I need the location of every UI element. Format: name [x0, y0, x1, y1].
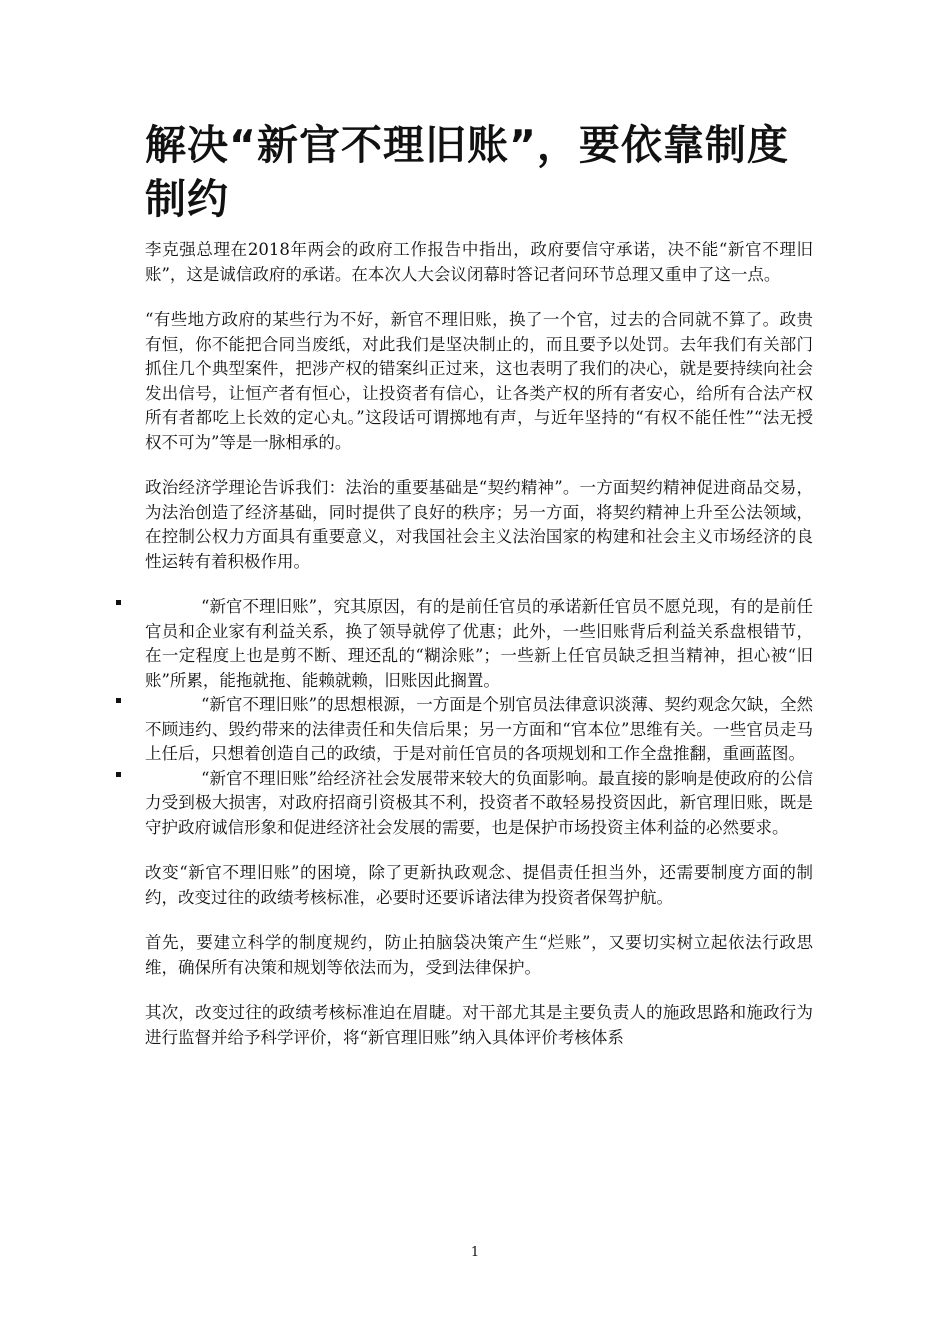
square-bullet-icon: [116, 698, 121, 703]
paragraph-intro: 李克强总理在2018年两会的政府工作报告中指出，政府要信守承诺，决不能“新官不理旧账”，这是诚信政府的承诺。在本次人大会议闭幕时答记者问环节总理又重申了这一点。: [145, 240, 813, 284]
document-title: 解决“新官不理旧账”，要依靠制度制约: [145, 121, 789, 223]
square-bullet-icon: [116, 600, 121, 605]
page-number: 1: [470, 1245, 480, 1260]
square-bullet-icon: [116, 772, 121, 777]
bullet-text: “新官不理旧账”给经济社会发展带来较大的负面影响。最直接的影响是使政府的公信力受到极大损害，对政府招商引资极其不利，投资者不敢轻易投资因此，新官理旧账，既是守护政府诚信形象和促进经济社会发展的需要，也是保护市场投资主体利益的必然要求。: [145, 768, 813, 837]
bullet-item-causes: [145, 595, 813, 693]
bullet-list: [145, 595, 813, 840]
bullet-text: “新官不理旧账”，究其原因，有的是前任官员的承诺新任官员不愿兑现，有的是前任官员和企业家有利益关系，换了领导就停了优惠；此外，一些旧账背后利益关系盘根错节，在一定程度上也是剪不断、理还乱的“糊涂账”；一些新上任官员缺乏担当精神，担心被“旧账”所累，能拖就拖、能赖就赖，旧账因此搁置。: [145, 597, 813, 690]
paragraph-solution: 改变“新官不理旧账”的困境，除了更新执政观念、提倡责任担当外，还需要制度方面的制约，改变过往的政绩考核标准，必要时还要诉诸法律为投资者保驾护航。: [145, 863, 813, 907]
bullet-item-roots: [145, 693, 813, 767]
paragraph-contract-spirit: 政治经济学理论告诉我们：法治的重要基础是“契约精神”。一方面契约精神促进商品交易，为法治创造了经济基础，同时提供了良好的秩序；另一方面，将契约精神上升至公法领域，在控制公权力方面具有重要意义，对我国社会主义法治国家的构建和社会主义市场经济的良性运转有着积极作用。: [145, 478, 813, 571]
document-body: [145, 238, 813, 1071]
paragraph-second: 其次，改变过往的政绩考核标准迫在眉睫。对干部尤其是主要负责人的施政思路和施政行为进行监督并给予科学评价，将“新官理旧账”纳入具体评价考核体系: [145, 1003, 813, 1047]
bullet-item-impact: [145, 767, 813, 841]
paragraph-quote: “有些地方政府的某些行为不好，新官不理旧账，换了一个官，过去的合同就不算了。政贵有恒，你不能把合同当废纸，对此我们是坚决制止的，而且要予以处罚。去年我们有关部门抓住几个典型案件，把涉产权的错案纠正过来，这也表明了我们的决心，就是要持续向社会发出信号，让恒产者有恒心，让投资者有信心，让各类产权的所有者安心，给所有合法产权所有者都吃上长效的定心丸。”这段话可谓掷地有声，与近年坚持的“有权不能任性”“法无授权不可为”等是一脉相承的。: [145, 310, 813, 452]
paragraph-first: 首先，要建立科学的制度规约，防止拍脑袋决策产生“烂账”，又要切实树立起依法行政思维，确保所有决策和规划等依法而为，受到法律保护。: [145, 933, 813, 977]
bullet-text: “新官不理旧账”的思想根源，一方面是个别官员法律意识淡薄、契约观念欠缺，全然不顾违约、毁约带来的法律责任和失信后果；另一方面和“官本位”思维有关。一些官员走马上任后，只想着创造自己的政绩，于是对前任官员的各项规划和工作全盘推翻，重画蓝图。: [145, 695, 813, 763]
